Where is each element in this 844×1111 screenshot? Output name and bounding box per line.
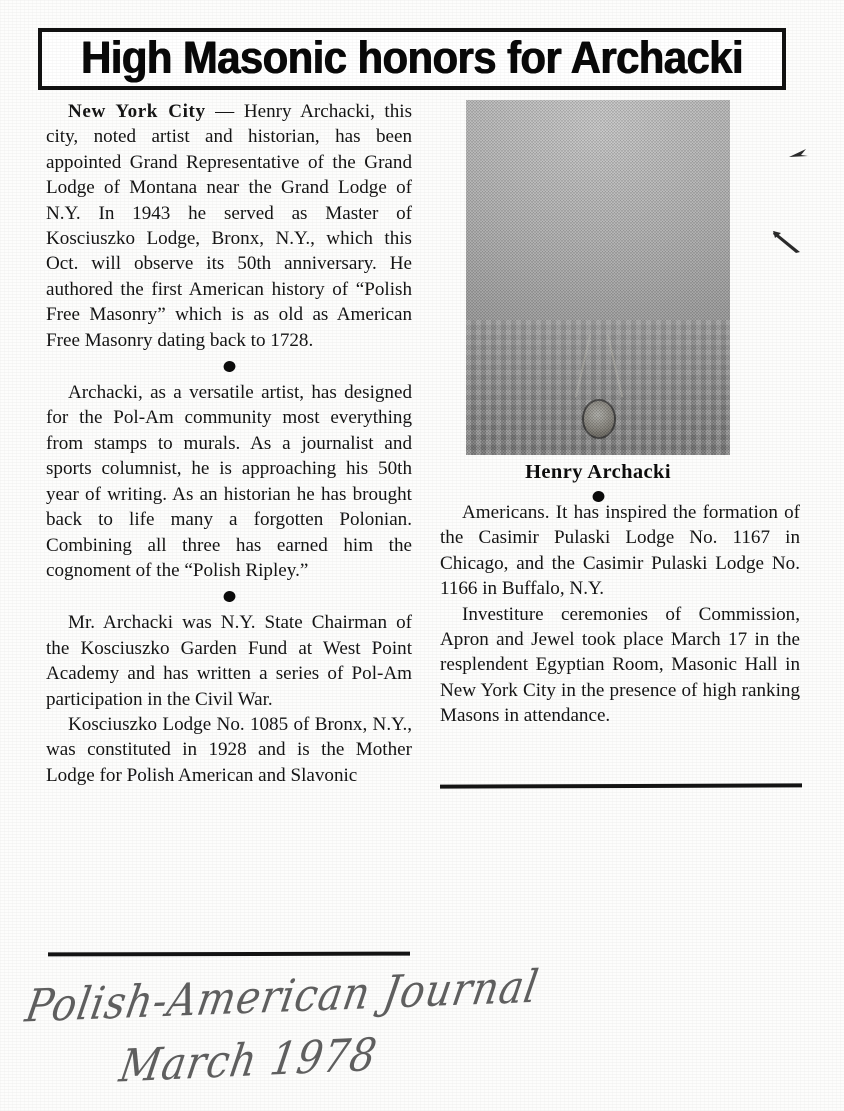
paragraph-lead [46,99,412,353]
paragraph-four: Kosciuszko Lodge No. 1085 of Bronx, N.Y., was constituted in 1928 and is the Mother Lodge for Polish American and Slavonic [46,713,412,786]
bullet-separator [46,357,412,377]
column-rule-right [440,783,802,788]
annotation-date: March 1978 [115,1029,381,1093]
page-title: High Masonic honors for Archacki [81,31,743,83]
bullet-separator [46,587,412,607]
paragraph-lead-text: Henry Archacki, this city, noted artist and historian, has been appointed Grand Representative of the Grand Lodge of Montana near the Grand Lodge of N.Y. In 1943 he served as Master of Kosciuszko Lodge, Bronx, N.Y., which this Oct. will observe its 50th anniversary. He authored the first American history of “Polish Free Masonry” which is as old as American Free Masonry dating back to 1728. [46,101,412,351]
handwritten-annotation [0,961,844,1108]
paragraph-three: Mr. Archacki was N.Y. State Chairman of the Kosciuszko Garden Fund at West Point Academy and has written a series of Pol-Am participation in the Civil War. [46,612,412,710]
photo-contrast-overlay [466,100,730,455]
margin-tick-mark-lower [772,228,802,254]
article-column-left [46,99,412,788]
paragraph-two: Archacki, as a versatile artist, has designed for the Pol-Am community most everything from stamps to murals. As a journalist and sports columnist, he is approaching his 50th year of writing. As an historian he has brought back to life many a forgotten Polonian. Combining all three has earned him the cognoment of the “Polish Ripley.” [46,382,412,581]
portrait-photo [466,100,730,455]
paragraph-six: Investiture ceremonies of Commission, Apron and Jewel took place March 17 in the resplendent Egyptian Room, Masonic Hall in New York City in the presence of high ranking Masons in attendance. [440,603,800,727]
margin-tick-mark-upper [788,148,810,160]
bullet-dot-icon [222,360,236,373]
dateline-dash: — [205,101,244,122]
paragraph-five: Americans. It has inspired the formation of the Casimir Pulaski Lodge No. 1167 in Chicago, and the Casimir Pulaski Lodge No. 1166 in Buffalo, N.Y. [440,502,800,600]
headline-box [38,28,786,90]
dateline: New York City [68,101,206,122]
annotation-publication: Polish-American Journal [21,961,543,1033]
column-rule-left [48,952,410,957]
photo-caption: Henry Archacki [525,461,671,483]
bullet-dot-icon [222,590,236,603]
article-column-right [440,500,800,729]
